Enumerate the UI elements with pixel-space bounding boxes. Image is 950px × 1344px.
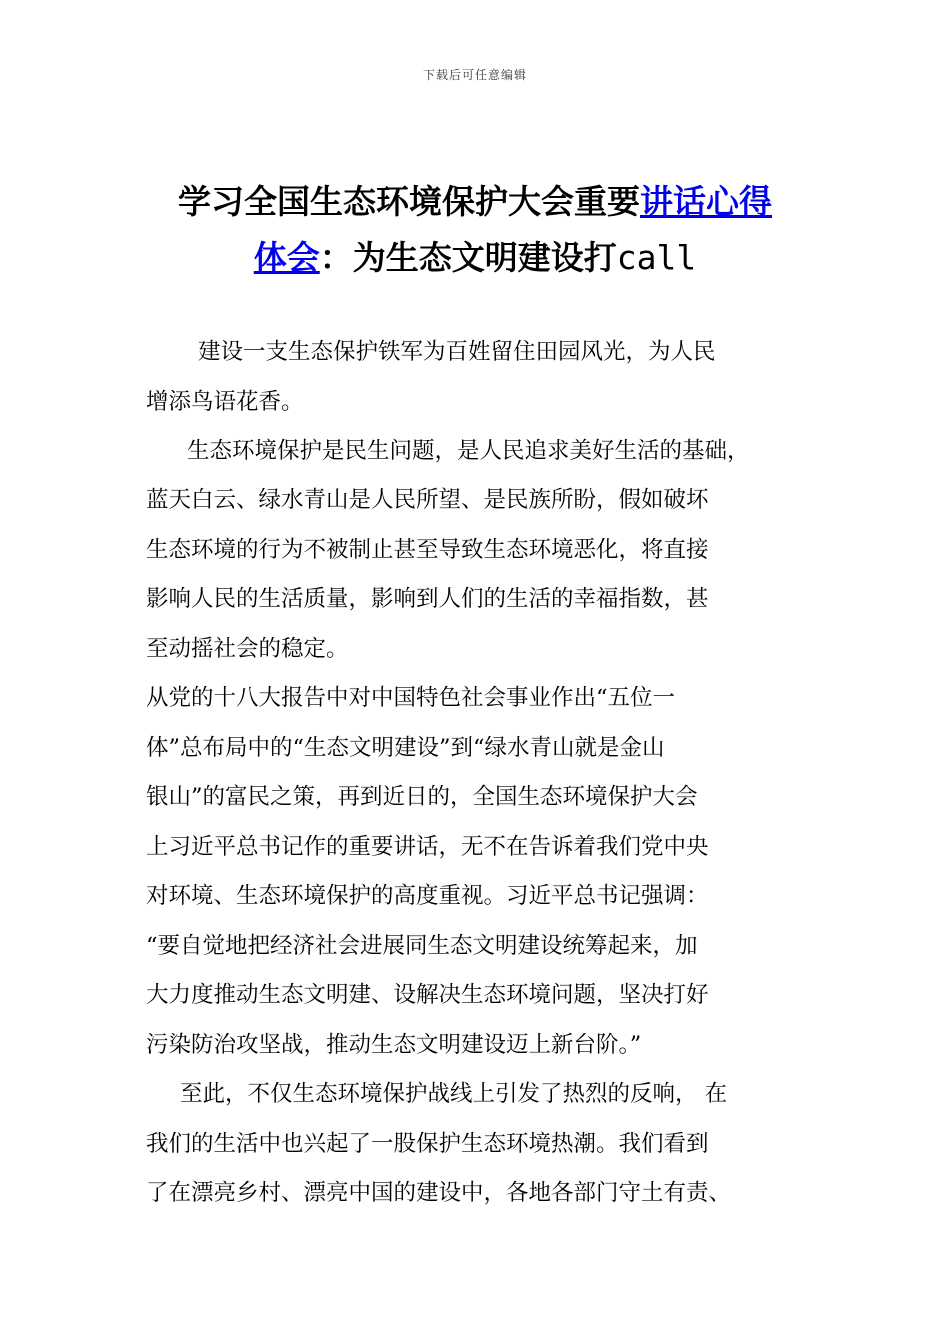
body-line: 大力度推动生态文明建、设解决生态环境问题，坚决打好 [146,982,709,1008]
title-text-2: ：为生态文明建设打 [319,238,617,277]
document-title [100,174,850,286]
body-line: 了在漂亮乡村、漂亮中国的建设中，各地各部门守土有责、 [146,1180,732,1206]
body-line: 对环境、生态环境保护的高度重视。习近平总书记强调： [146,883,709,909]
title-text-3: call [616,238,697,277]
body-line: 从党的十八大报告中对中国特色社会事业作出“五位一 [146,685,676,711]
body-line: 影响人民的生活质量，影响到人们的生活的幸福指数，甚 [146,586,709,612]
body-line: “要自觉地把经济社会进展同生态文明建设统筹起来，加 [146,933,698,959]
title-link-1[interactable]: 讲话心得 [640,182,772,221]
body-line: 建设一支生态保护铁军为百姓留住田园风光，为人民 [198,339,716,365]
body-line: 至动摇社会的稳定。 [146,636,349,662]
body-line: 至此，不仅生态环境保护战线上引发了热烈的反响， 在 [180,1081,728,1107]
body-line: 银山”的富民之策，再到近日的，全国生态环境保护大会 [146,784,698,810]
body-line: 蓝天白云、绿水青山是人民所望、是民族所盼，假如破坏 [146,487,709,513]
body-line: 生态环境保护是民生问题，是人民追求美好生活的基础， [187,438,750,464]
body-line: 污染防治攻坚战，推动生态文明建设迈上新台阶。” [146,1032,642,1058]
body-line: 生态环境的行为不被制止甚至导致生态环境恶化，将直接 [146,537,709,563]
title-link-2[interactable]: 体会 [253,238,320,277]
body-line: 上习近平总书记作的重要讲话，无不在告诉着我们党中央 [146,834,709,860]
body-line: 体”总布局中的“生态文明建设”到“绿水青山就是金山 [146,735,665,761]
body-line: 我们的生活中也兴起了一股保护生态环境热潮。我们看到 [146,1131,709,1157]
body-line: 增添鸟语花香。 [146,389,304,415]
header-note: 下载后可任意编辑 [422,68,527,82]
title-text-1: 学习全国生态环境保护大会重要 [178,182,640,221]
